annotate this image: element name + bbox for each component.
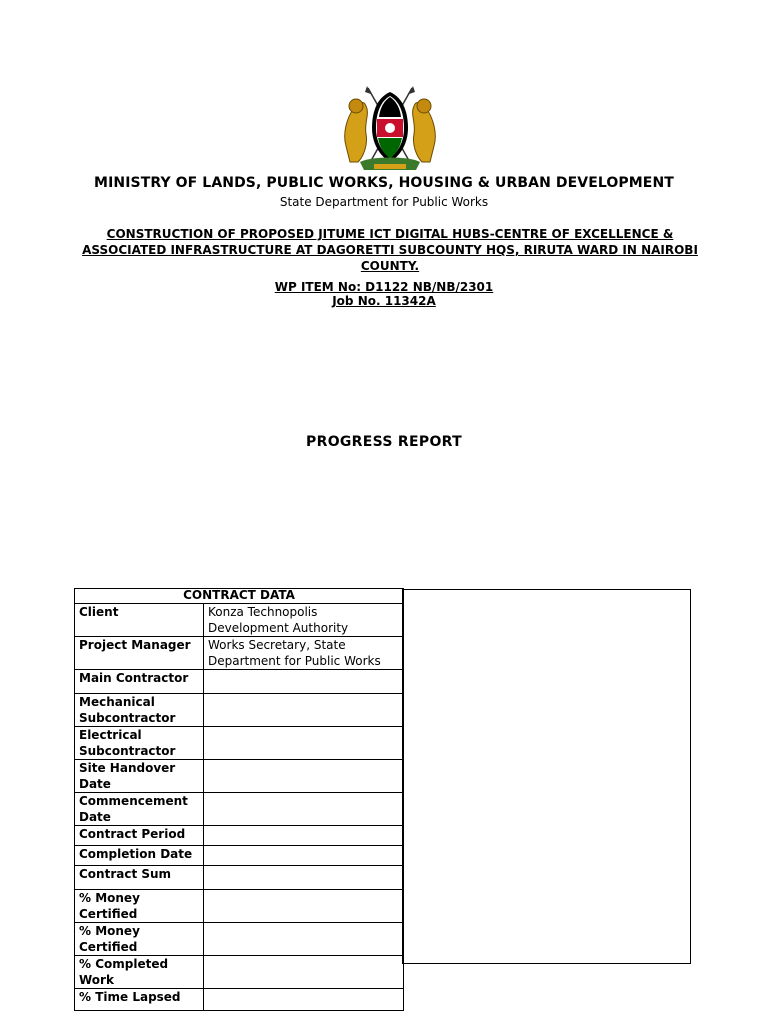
row-label: % Money Certified <box>75 923 204 956</box>
department-name: State Department for Public Works <box>279 195 489 209</box>
row-value <box>204 727 404 760</box>
row-label: Mechanical Subcontractor <box>75 694 204 727</box>
table-row <box>75 989 404 1011</box>
row-value <box>204 760 404 793</box>
row-label: Client <box>75 604 204 637</box>
photo-placeholder-box <box>402 589 691 964</box>
contract-table-header-row <box>75 589 404 604</box>
table-row <box>75 694 404 727</box>
row-value <box>204 890 404 923</box>
wp-item-block <box>0 280 768 308</box>
ministry-name: MINISTRY OF LANDS, PUBLIC WORKS, HOUSING & URBAN DEVELOPMENT <box>94 175 674 191</box>
row-value <box>204 793 404 826</box>
row-value <box>204 866 404 890</box>
row-label: Contract Sum <box>75 866 204 890</box>
row-value <box>204 670 404 694</box>
row-label: % Completed Work <box>75 956 204 989</box>
row-value <box>204 826 404 846</box>
coat-of-arms-icon <box>340 86 440 172</box>
contract-data-heading: CONTRACT DATA <box>75 589 404 604</box>
table-row <box>75 866 404 890</box>
row-label: Main Contractor <box>75 670 204 694</box>
wp-item-number: WP ITEM No: D1122 NB/NB/2301 <box>274 280 494 294</box>
table-row <box>75 670 404 694</box>
row-label: Completion Date <box>75 846 204 866</box>
row-label: Commencement Date <box>75 793 204 826</box>
row-value <box>204 989 404 1011</box>
table-row <box>75 826 404 846</box>
row-label: Site Handover Date <box>75 760 204 793</box>
table-row <box>75 727 404 760</box>
row-value <box>204 923 404 956</box>
table-row <box>75 760 404 793</box>
row-value <box>204 956 404 989</box>
row-value: Konza Technopolis Development Authority <box>204 604 404 637</box>
table-row <box>75 604 404 637</box>
row-value: Works Secretary, State Department for Public Works <box>204 637 404 670</box>
table-row <box>75 793 404 826</box>
row-label: % Money Certified <box>75 890 204 923</box>
job-number: Job No. 11342A <box>332 294 436 308</box>
report-title: PROGRESS REPORT <box>306 434 462 450</box>
table-row <box>75 846 404 866</box>
row-label: % Time Lapsed <box>75 989 204 1011</box>
table-row <box>75 890 404 923</box>
table-row <box>75 923 404 956</box>
project-title: CONSTRUCTION OF PROPOSED JITUME ICT DIGITAL HUBS-CENTRE OF EXCELLENCE & ASSOCIATED INFRASTRUCTURE AT DAGORETTI SUBCOUNTY HQS, RIRUTA WARD IN NAIROBI COUNTY. <box>82 227 698 273</box>
row-label: Contract Period <box>75 826 204 846</box>
table-row <box>75 637 404 670</box>
row-label: Electrical Subcontractor <box>75 727 204 760</box>
row-value <box>204 694 404 727</box>
contract-data-table <box>74 588 404 1011</box>
row-value <box>204 846 404 866</box>
table-row <box>75 956 404 989</box>
row-label: Project Manager <box>75 637 204 670</box>
